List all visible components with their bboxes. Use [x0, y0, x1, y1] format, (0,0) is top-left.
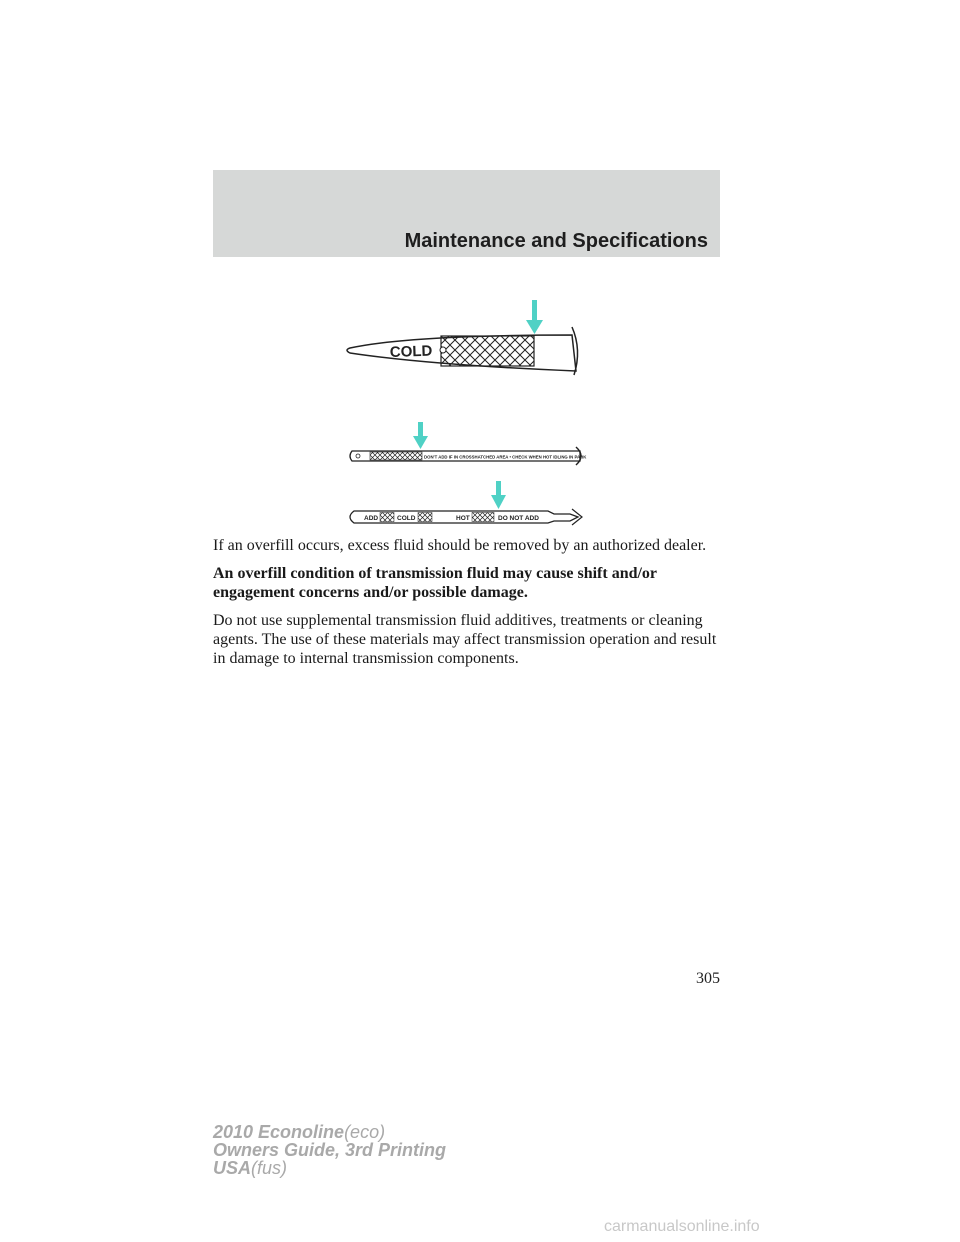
dipstick-text: [350, 422, 587, 465]
level-do-not-add-label: DO NOT ADD: [498, 515, 539, 522]
footer: [213, 1123, 446, 1177]
watermark: carmanualsonline.info: [604, 1218, 760, 1235]
arrow-icon: [491, 481, 506, 509]
paragraph-additives: Do not use supplemental transmission fluid additives, treatments or cleaning agents. The use of these materials may affect transmission operation and result in damage to internal transmission components.: [213, 612, 717, 667]
dipstick-figure: [340, 295, 600, 530]
section-header: [213, 170, 720, 257]
paragraph-overfill-removal: If an overfill occurs, excess fluid should be removed by an authorized dealer.: [213, 537, 707, 554]
footer-region: USA: [213, 1158, 252, 1178]
footer-region-code: (fus): [251, 1158, 288, 1178]
arrow-icon: [413, 422, 428, 449]
page-number: 305: [696, 970, 720, 987]
arrow-icon: [526, 300, 543, 334]
section-title: Maintenance and Specifications: [404, 230, 708, 252]
level-add-label: ADD: [364, 515, 379, 522]
footer-model-code: (eco): [344, 1122, 386, 1142]
footer-model: 2010 Econoline: [213, 1122, 345, 1142]
dipstick-cold: [347, 300, 578, 375]
level-hot-label: HOT: [456, 515, 470, 522]
dipstick-illustration: [340, 295, 600, 530]
dipstick-cold-label: COLD: [389, 342, 433, 361]
footer-guide: Owners Guide, 3rd Printing: [213, 1140, 447, 1160]
level-cold-label: COLD: [397, 515, 416, 522]
dipstick-levels: [350, 481, 582, 525]
body-text: [213, 536, 723, 677]
paragraph-overfill-warning: An overfill condition of transmission fluid may cause shift and/or engagement concerns and/or possible damage.: [213, 565, 657, 601]
dipstick-text-label: DON'T ADD IF IN CROSSHATCHED AREA • CHECK WHEN HOT IDLING IN PARK: [424, 454, 587, 460]
